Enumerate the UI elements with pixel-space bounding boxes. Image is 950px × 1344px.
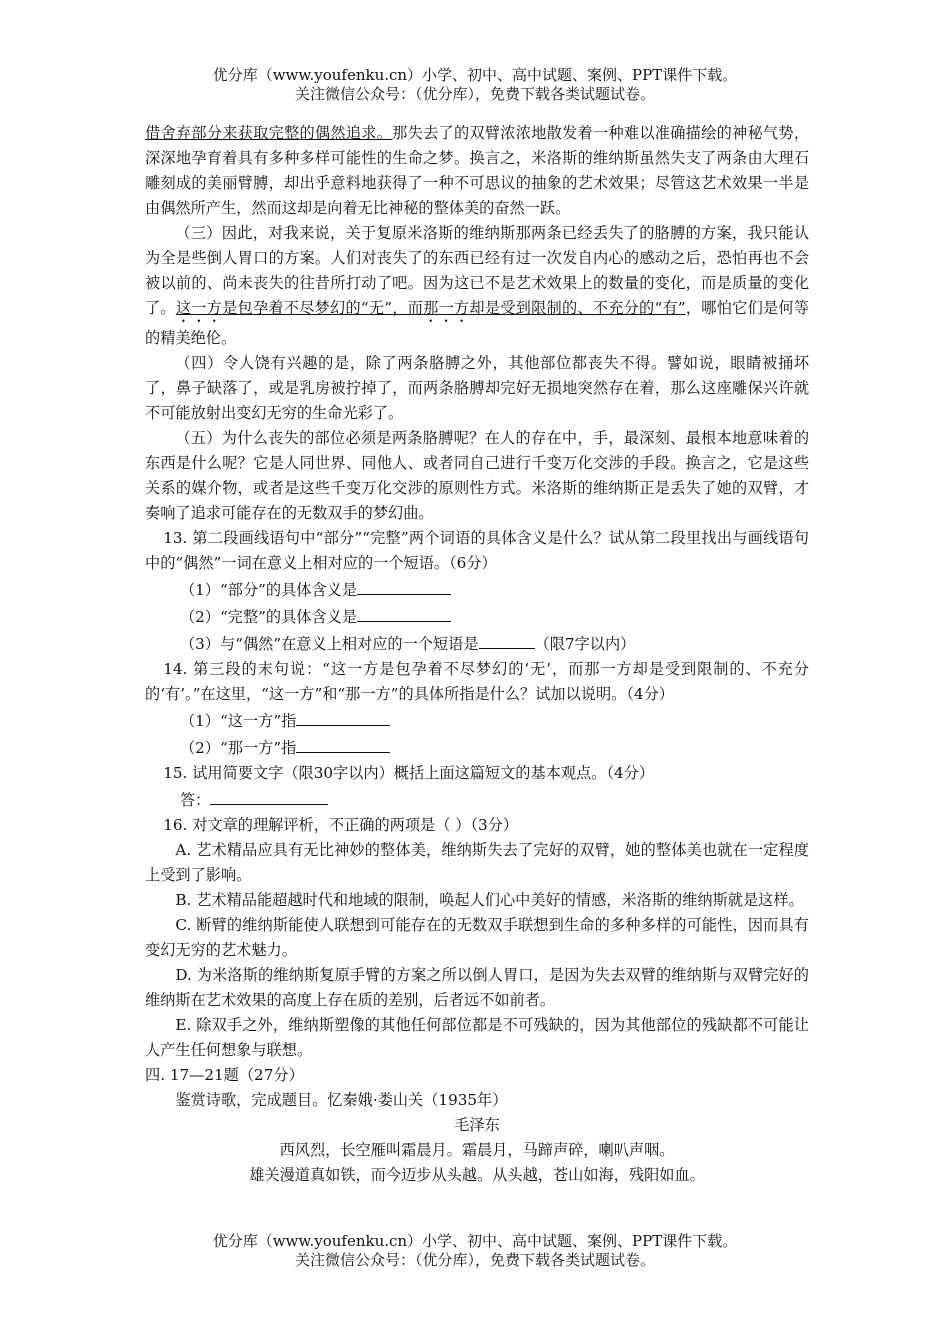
question-13-sub-3	[145, 630, 809, 657]
answer-blank[interactable]	[357, 576, 451, 595]
paragraph-2-text: 那失去了的双臂浓浓地散发着一种难以准确描绘的神秘气势，深深地孕育着具有多种多样可能性的生命之梦。换言之，米洛斯的维纳斯虽然失支了两条由大理石雕刻成的美丽臂膊，却出乎意料地获得了一种不可思议的抽象的艺术效果；尽管这艺术效果一半是由偶然所产生，然而这却是向着无比神秘的整体美的奋然一跃。	[145, 124, 810, 217]
q13-sub-3-limit: （限7字以内）	[534, 635, 636, 653]
q13-sub-2-label: （2）“完整”的具体含义是	[179, 608, 358, 626]
answer-blank[interactable]	[479, 630, 535, 649]
option-d: D. 为米洛斯的维纳斯复原手臂的方案之所以倒人胃口，是因为失去双臂的维纳斯与双臂完好的维纳斯在艺术效果的高度上存在质的差别，后者远不如前者。	[145, 966, 809, 1009]
question-14-stem: 14. 第三段的末句说：“这一方是包孕着不尽梦幻的‘无’，而那一方却是受到限制的、不充分的‘有’。”在这里，“这一方”和“那一方”的具体所指是什么？试加以说明。（4分）	[145, 660, 809, 703]
poem-line-2: 雄关漫道真如铁，而今迈步从头越。从头越，苍山如海，残阳如血。	[249, 1166, 705, 1184]
paragraph-4: （四）令人饶有兴趣的是，除了两条胳膊之外，其他部位都丧失不得。譬如说，眼睛被捅坏了，鼻子缺落了，或是乳房被拧掉了，而两条胳膊却完好无损地突然存在着，那么这座雕保兴许就不可能放射出变幻无穷的生命光彩了。	[145, 354, 809, 422]
paragraph-3-text: （三）因此，对我来说，关于复原米洛斯的维纳斯那两条已经丢失了的胳膊的方案，我只能认为全是些倒人胃口的方案。人们对丧失了的东西已经有过一次发自内心的感动之后，恐怕再也不会被以前的、尚未丧失的往昔所打动了吧。因为这已不是艺术效果上的数量的变化，而是质量的变化了。	[145, 224, 809, 317]
answer-blank[interactable]	[357, 603, 451, 622]
paragraph-2-continued	[145, 121, 809, 221]
page-header	[0, 66, 950, 104]
q14-sub-1-label: （1）“这一方”指	[179, 712, 297, 730]
question-14-sub-2	[145, 734, 809, 761]
section-4-title: 四. 17—21题（27分）	[145, 1066, 304, 1084]
underlined-sentence: 借舍弃部分来获取完整的偶然追求。	[145, 124, 393, 142]
question-13-stem: 13. 第二段画线语句中“部分”“完整”两个词语的具体含义是什么？试从第二段里找出与画线语句中的“偶然”一词在意义上相对应的一个短语。（6分）	[145, 529, 809, 572]
poem-line-1: 西风烈，长空雁叫霜晨月。霜晨月，马蹄声碎，喇叭声咽。	[279, 1141, 675, 1159]
option-b: B. 艺术精品能超越时代和地域的限制，唤起人们心中美好的情感，米洛斯的维纳斯就是这样。	[175, 891, 804, 909]
q13-sub-1-label: （1）“部分”的具体含义是	[179, 581, 358, 599]
emphasis-that-side: 那一方	[423, 299, 470, 317]
emphasis-this-side: 这一方	[175, 299, 223, 317]
q14-sub-2-label: （2）“那一方”指	[179, 739, 297, 757]
paragraph-5: （五）为什么丧失的部位必须是两条胳膊呢？在人的存在中，手，最深刻、最根本地意味着的东西是什么呢？它是人同世界、同他人、或者同自己进行千变万化交涉的手段。换言之，它是这些关系的媒介物，或者是这些千变万化交涉的原则性方式。米洛斯的维纳斯正是丢失了她的双臂，才奏响了追求可能存在的无数双手的梦幻曲。	[145, 429, 809, 522]
footer-line-2: 关注微信公众号：（优分库），免费下载各类试题试卷。	[294, 1251, 655, 1269]
underlined-part-2: 是包孕着不尽梦幻的“无”，而	[222, 299, 424, 317]
header-line-1: 优分库（www.youfenku.cn）小学、初中、高中试题、案例、PPT课件下载。	[212, 66, 738, 84]
answer-blank[interactable]	[210, 786, 328, 805]
q15-answer-label: 答：	[179, 791, 211, 809]
question-16-stem: 16. 对文章的理解评析，不正确的两项是（ ）（3分）	[163, 816, 519, 834]
question-15-stem: 15. 试用简要文字（限30字以内）概括上面这篇短文的基本观点。（4分）	[163, 764, 655, 782]
footer-line-1: 优分库（www.youfenku.cn）小学、初中、高中试题、案例、PPT课件下载。	[212, 1232, 738, 1250]
page-footer	[0, 1232, 950, 1270]
paragraph-3-tail: ，哪怕它们是何等的精美绝伦。	[145, 299, 810, 347]
poem-intro: 鉴赏诗歌，完成题目。忆秦娥·娄山关（1935年）	[175, 1091, 508, 1109]
document-body	[145, 121, 809, 1188]
q13-sub-3-label: （3）与“偶然”在意义上相对应的一个短语是	[179, 635, 479, 653]
question-14-sub-1	[145, 707, 809, 734]
underlined-last-sentence	[176, 299, 686, 317]
paragraph-3	[145, 221, 809, 351]
answer-blank[interactable]	[296, 734, 390, 753]
poem-author: 毛泽东	[454, 1116, 500, 1134]
header-line-2: 关注微信公众号：（优分库），免费下载各类试题试卷。	[294, 85, 655, 103]
question-13-sub-2	[145, 603, 809, 630]
question-15-answer	[145, 786, 809, 813]
question-13-sub-1	[145, 576, 809, 603]
option-a: A. 艺术精品应具有无比神妙的整体美，维纳斯失去了完好的双臂，她的整体美也就在一定程度上受到了影响。	[145, 841, 809, 884]
answer-blank[interactable]	[296, 707, 390, 726]
option-c: C. 断臂的维纳斯能使人联想到可能存在的无数双手联想到生命的多种多样的可能性，因而具有变幻无穷的艺术魅力。	[145, 916, 809, 959]
option-e: E. 除双手之外，维纳斯塑像的其他任何部位都是不可残缺的，因为其他部位的残缺都不可能让人产生任何想象与联想。	[145, 1016, 809, 1059]
underlined-part-4: 却是受到限制的、不充分的“有”	[469, 299, 686, 317]
